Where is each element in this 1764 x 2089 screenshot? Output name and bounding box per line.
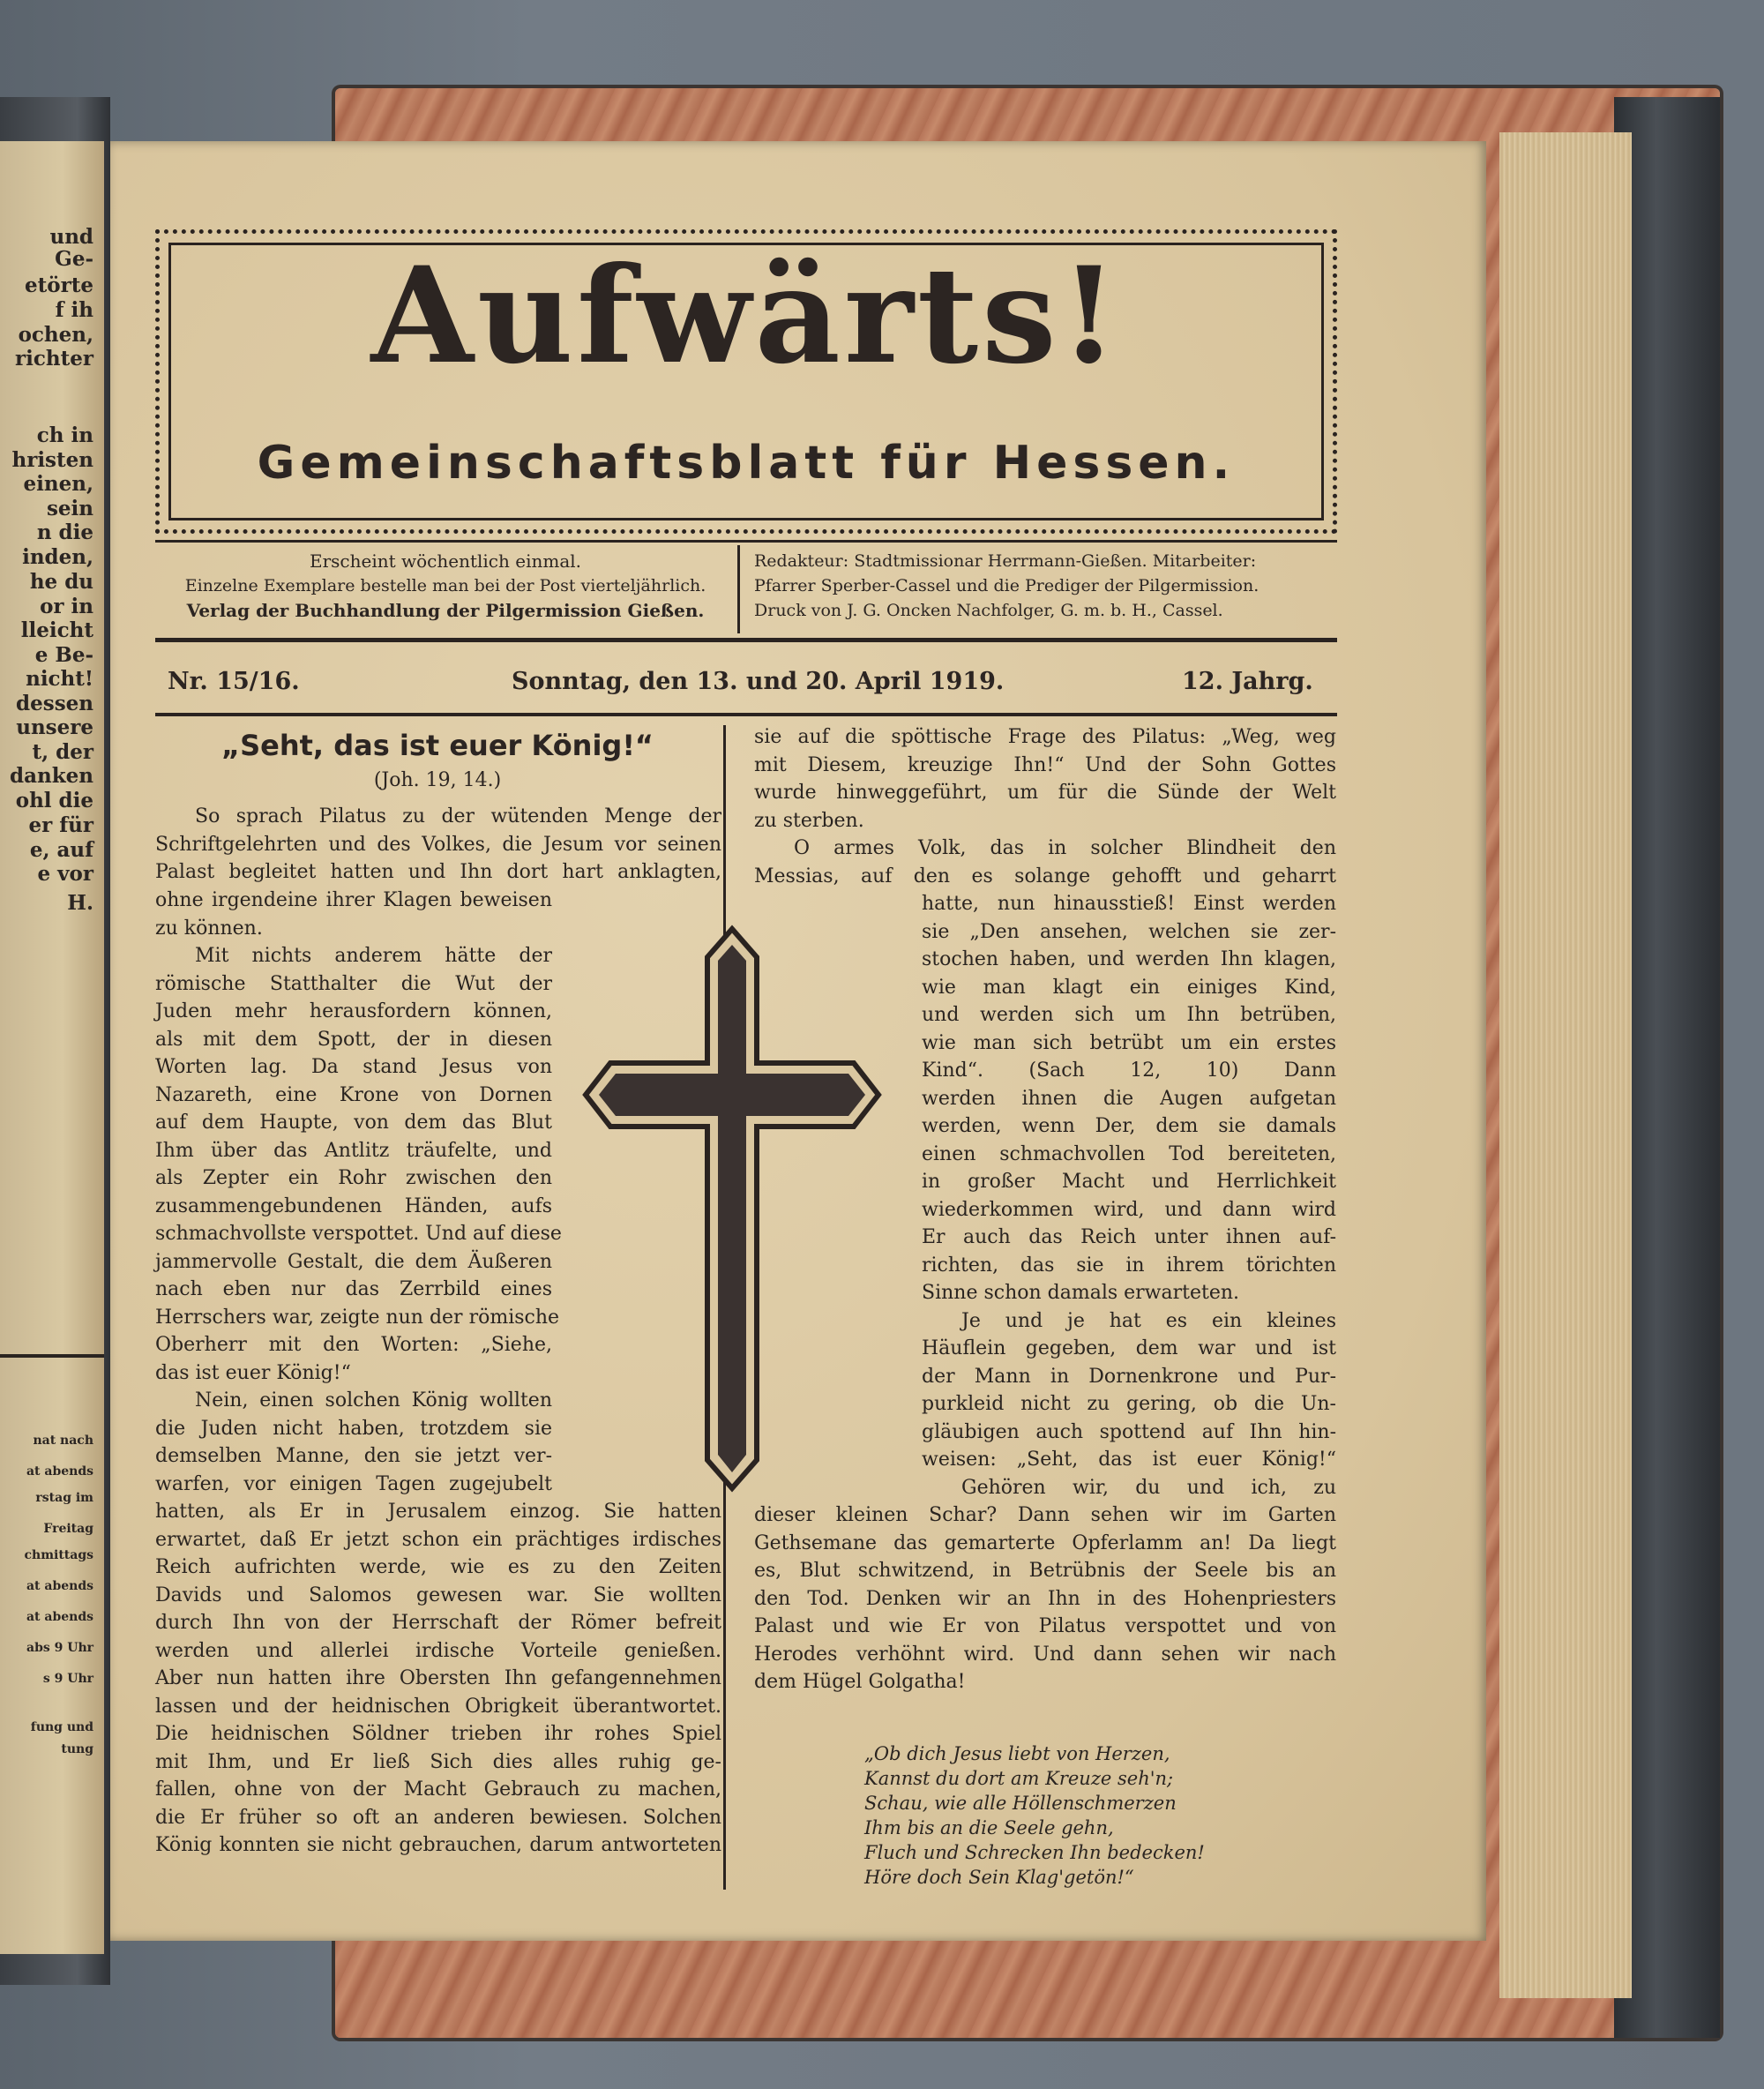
text-line: Ihm über das Antlitz träufelte, und [155,1139,552,1162]
text-line: in großer Macht und Herrlichkeit [922,1171,1336,1193]
text-line: das ist euer König!“ [155,1361,351,1384]
text-line: werden ihnen die Augen aufgetan [922,1087,1336,1110]
column1-text-bottom [155,1498,721,1860]
left-page-fragment-line: tung [61,1742,93,1756]
column2-text-narrow [922,890,1336,1501]
left-page-fragment-line: f ih [55,298,93,322]
text-line: Er auch das Reich unter ihnen auf- [922,1226,1336,1248]
text-line: und werden sich um Ihn betrüben, [922,1004,1336,1026]
left-page-fragment-line: hristen [11,448,93,472]
issue-rule [155,713,1337,716]
text-line: Nazareth, eine Krone von Dornen [155,1083,552,1106]
issue-date: Sonntag, den 13. und 20. April 1919. [512,668,1005,695]
article-reference: (Joh. 19, 14.) [373,769,502,791]
text-line: als mit dem Spott, der in diesen [155,1028,552,1051]
column2-text-bottom [754,1501,1336,1696]
left-page-fragment-line: inden, [22,545,93,569]
text-line: Worten lag. Da stand Jesus von [155,1056,552,1078]
text-line: weisen: „Seht, das ist euer König!“ [922,1449,1336,1471]
text-line: O armes Volk, das in solcher Blindheit den [794,837,1336,859]
text-line: Reich aufrichten werde, wie es zu den Zeiten [155,1556,721,1578]
left-page-fragment [0,141,104,1954]
text-line: Die heidnischen Söldner trieben ihr rohes Spiel [155,1723,721,1745]
left-page-fragment-line: einen, [23,472,93,496]
left-page-fragment-line: e vor [37,862,93,886]
left-page-fragment-line: n die [36,520,93,544]
left-page-rule [0,1354,104,1358]
publication-subscription: Einzelne Exemplare bestelle man bei der Post vierteljährlich. [184,576,706,595]
text-line: es, Blut schwitzend, in Betrübnis der Seele bis an [754,1560,1336,1582]
poem-line: „Ob dich Jesus liebt von Herzen, [864,1743,1170,1764]
text-line: mit Ihm, und Er ließ Sich dies alles ruhig ge- [155,1750,721,1773]
text-line: richten, das sie in ihrem törichten [922,1254,1336,1277]
text-line: mit Diesem, kreuzige Ihn!“ Und der Sohn Gottes [754,753,1336,776]
text-line: römische Statthalter die Wut der [155,972,552,995]
left-page-fragment-line: at abends [26,1464,93,1479]
column1-text-narrow [155,887,562,1498]
text-line: Herodes verhöhnt wird. Und dann sehen wir nach [754,1643,1336,1666]
cross-illustration [580,922,885,1495]
editor-line: Redakteur: Stadtmissionar Herrmann-Gießen. Mitarbeiter: [754,551,1257,571]
left-page-fragment-line: e, auf [29,838,93,862]
left-page-fragment-line: he du [29,570,93,594]
poem-line: Ihm bis an die Seele gehn, [864,1817,1114,1838]
left-page-fragment-line: lleicht [20,618,93,642]
page-edges [1499,132,1632,1998]
left-page-fragment-line: ohl die [15,789,93,812]
text-line: wie man klagt ein einiges Kind, [922,976,1336,999]
text-line: stochen haben, und werden Ihn klagen, [922,948,1336,970]
text-line: werden, wenn Der, dem sie damals [922,1115,1336,1137]
text-line: wiederkommen wird, und dann wird [922,1198,1336,1221]
text-line: Mit nichts anderem hätte der [195,945,552,967]
text-line: dieser kleinen Schar? Dann sehen wir im Garten [754,1504,1336,1526]
text-line: Gethsemane das gemarterte Opferlamm an! Da liegt [754,1531,1336,1554]
info-divider [737,545,740,633]
left-page-fragment-line: t, der [32,740,93,764]
text-line: dem Hügel Golgatha! [754,1671,966,1693]
text-line: die Er früher so oft an anderen bewiesen. Solchen [155,1806,721,1829]
text-line: wie man sich betrübt um ein erstes [922,1031,1336,1054]
left-page-fragment-line: or in [40,595,93,618]
text-line: zusammengebundenen Händen, aufs [155,1194,552,1217]
text-line: jammervolle Gestalt, die dem Äußeren [155,1250,552,1273]
text-line: die Juden nicht haben, trotzdem sie [155,1417,552,1440]
newspaper-subtitle: Gemeinschaftsblatt für Hessen. [257,437,1236,490]
text-line: Schriftgelehrten und des Volkes, die Jesum vor seinen [155,833,721,856]
text-line: zu können. [155,917,263,940]
info-rule-bottom [155,638,1337,642]
editorial-info [754,549,1336,623]
left-page-fragment-line: er für [28,813,93,837]
left-page-fragment-line: unsere [16,715,93,739]
text-line: warfen, vor einigen Tagen zugejubelt [155,1472,552,1495]
text-line: der Mann in Dornenkrone und Pur- [922,1365,1336,1388]
left-page-fragment-line: nicht! [26,667,93,691]
left-page-fragment-line: danken [10,764,93,788]
text-line: Oberherr mit den Worten: „Siehe, [155,1334,552,1356]
article-title: „Seht, das ist euer König!“ [221,729,654,762]
text-line: wurde hinweggeführt, um für die Sünde der Welt [754,782,1336,804]
text-line: erwartet, daß Er jetzt schon ein prächtiges irdisches [155,1528,721,1551]
text-line: Juden mehr herausfordern können, [155,1000,552,1022]
left-page-fragment-line: richter [15,347,93,371]
text-line: demselben Manne, den sie jetzt ver- [155,1445,552,1467]
left-page-fragment-line: chmittags [24,1548,93,1562]
publication-publisher: Verlag der Buchhandlung der Pilgermission Gießen. [186,600,705,621]
contributors-line: Pfarrer Sperber-Cassel und die Prediger der Pilgermission. [754,576,1259,595]
text-line: Davids und Salomos gewesen war. Sie wollten [155,1584,721,1606]
text-line: Palast begleitet hatten und Ihn dort hart anklagten, [155,861,721,883]
newspaper-title: Aufwärts! [370,238,1122,393]
issue-year: 12. Jahrg. [1182,668,1313,695]
left-page-fragment-line: nat nach [33,1434,93,1448]
printer-line: Druck von J. G. Oncken Nachfolger, G. m. b. H., Cassel. [754,601,1223,620]
left-page-fragment-line: at abends [26,1610,93,1624]
left-page-fragment-line: s 9 Uhr [42,1672,93,1686]
left-page-fragment-line: ochen, [18,323,93,347]
column2-text-top [754,723,1336,890]
text-line: Nein, einen solchen König wollten [195,1389,552,1411]
text-line: Aber nun hatten ihre Obersten Ihn gefangennehmen [155,1667,721,1689]
text-line: Messias, auf den es solange gehofft und geharrt [754,865,1336,887]
text-line: So sprach Pilatus zu der wütenden Menge der [195,805,721,827]
text-line: ohne irgendeine ihrer Klagen beweisen [155,889,552,911]
text-line: Häuflein gegeben, dem war und ist [922,1337,1336,1359]
text-line: werden und allerlei irdische Vorteile genießen. [155,1639,721,1662]
closing-poem [864,1741,1205,1890]
text-line: Gehören wir, du und ich, zu [961,1476,1336,1499]
text-line: fallen, ohne von der Macht Gebrauch zu machen, [155,1778,721,1801]
text-line: auf dem Haupte, von dem das Blut [155,1112,552,1134]
text-line: Herrschers war, zeigte nun der römische [155,1306,560,1329]
text-line: purkleid nicht zu gering, ob die Un- [922,1393,1336,1415]
publication-frequency: Erscheint wöchentlich einmal. [310,550,581,572]
publication-info [168,549,723,623]
text-line: Kind“. (Sach 12, 10) Dann [922,1059,1336,1082]
column1-text-top [155,803,721,887]
text-line: nach eben nur das Zerrbild eines [155,1278,552,1300]
text-line: einen schmachvollen Tod bereiteten, [922,1142,1336,1165]
text-line: hatte, nun hinausstieß! Einst werden [922,893,1336,915]
text-line: durch Ihn von der Herrschaft der Römer befreit [155,1612,721,1634]
text-line: lassen und der heidnischen Obrigkeit überantwortet. [155,1695,721,1718]
text-line: Palast und wie Er von Pilatus verspottet und von [754,1615,1336,1637]
left-page-fragment-line: e Be- [34,643,93,667]
issue-number: Nr. 15/16. [168,668,300,695]
text-line: gläubigen auch spottend auf Ihn hin- [922,1420,1336,1443]
masthead-frame [155,229,1337,534]
left-page-fragment-line: Freitag [43,1522,93,1536]
text-line: den Tod. Denken wir an Ihn in des Hohenpriesters [754,1587,1336,1610]
left-page-fragment-line: rstag im [35,1491,93,1505]
left-page-fragment-line: at abends [26,1579,93,1593]
poem-line: Schau, wie alle Höllenschmerzen [864,1793,1177,1814]
text-line: Je und je hat es ein kleines [961,1309,1336,1332]
text-line: sie auf die spöttische Frage des Pilatus: „Weg, weg [754,726,1336,748]
left-page-fragment-line: und [49,225,93,249]
text-line: hatten, als Er in Jerusalem einzog. Sie hatten [155,1501,721,1523]
text-line: als Zepter ein Rohr zwischen den [155,1167,552,1189]
left-page-fragment-line: dessen [16,692,93,715]
left-page-fragment-line: sein [46,497,93,520]
left-page-fragment-line: Ge- [55,247,93,271]
left-page-fragment-line: fung und [30,1720,93,1734]
text-line: Sinne schon damals erwarteten. [922,1282,1240,1304]
poem-line: Kannst du dort am Kreuze seh'n; [864,1768,1174,1789]
text-line: König konnten sie nicht gebrauchen, darum antworteten [155,1834,721,1856]
left-page-fragment-line: abs 9 Uhr [26,1641,93,1655]
poem-line: Fluch und Schrecken Ihn bedecken! [864,1842,1205,1863]
left-page-fragment-line: etörte [25,273,93,297]
info-rule-top [155,540,1337,543]
poem-line: Höre doch Sein Klag'getön!“ [864,1867,1134,1888]
text-line: zu sterben. [754,809,864,832]
left-page-fragment-line: ch in [36,423,93,447]
text-line: sie „Den ansehen, welchen sie zer- [922,920,1336,943]
text-line: schmachvollste verspottet. Und auf diese [155,1223,562,1245]
left-page-fragment-line: H. [67,891,93,915]
